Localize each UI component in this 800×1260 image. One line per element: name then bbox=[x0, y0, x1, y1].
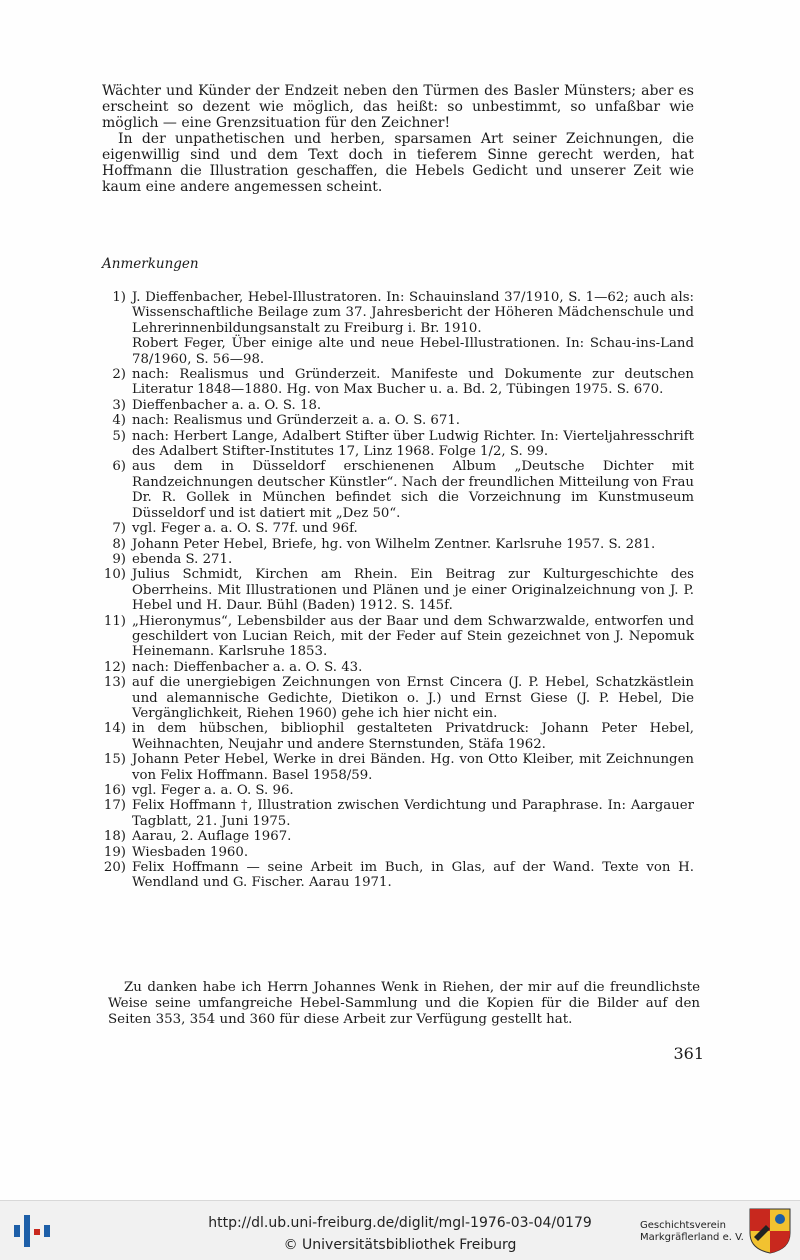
note-text bbox=[132, 845, 694, 860]
note-text bbox=[132, 521, 694, 536]
page-number: 361 bbox=[673, 1044, 704, 1063]
note-number: 19) bbox=[103, 844, 126, 860]
note-item bbox=[102, 290, 694, 367]
note-item bbox=[102, 860, 694, 891]
note-item bbox=[102, 660, 694, 675]
note-number: 11) bbox=[103, 613, 126, 629]
note-text-main: Felix Hoffmann †, Illustration zwischen Verdichtung und Paraphrase. In: Aargauer Tagblatt, 21. Juni 1975. bbox=[132, 798, 694, 829]
note-number: 8) bbox=[112, 536, 126, 552]
note-text-main: nach: Realismus und Gründerzeit. Manifeste und Dokumente zur deutschen Literatur 1848—1880. Hg. von Max Bucher u. a. Bd. 2, Tübingen 1975. S. 670. bbox=[132, 367, 694, 398]
note-item bbox=[102, 413, 694, 428]
note-text-main: ebenda S. 271. bbox=[132, 551, 233, 567]
note-text bbox=[132, 537, 694, 552]
acknowledgement: Zu danken habe ich Herrn Johannes Wenk in Riehen, der mir auf die freundlichste Weise seine umfangreiche Hebel-Sammlung und die Kopien für die Bilder auf den Seiten 353, 354 und 360 für diese Arbeit zur Verfügung gestellt hat. bbox=[108, 980, 700, 1027]
note-number: 9) bbox=[112, 551, 126, 567]
note-text-main: Johann Peter Hebel, Briefe, hg. von Wilhelm Zentner. Karlsruhe 1957. S. 281. bbox=[132, 536, 656, 552]
note-text bbox=[132, 567, 694, 613]
note-item bbox=[102, 614, 694, 660]
note-item bbox=[102, 398, 694, 413]
society-line-2: Markgräflerland e. V. bbox=[640, 1232, 744, 1243]
note-number: 6) bbox=[112, 459, 126, 475]
note-item bbox=[102, 721, 694, 752]
note-text-main: nach: Herbert Lange, Adalbert Stifter über Ludwig Richter. In: Vierteljahresschrift des Adalbert Stifter-Institutes 17, Linz 1968. Folge 1/2, S. 99. bbox=[132, 428, 694, 460]
note-text-main: nach: Realismus und Gründerzeit a. a. O. S. 671. bbox=[132, 413, 461, 429]
notes-heading: Anmerkungen bbox=[102, 256, 199, 272]
note-number: 2) bbox=[112, 367, 126, 383]
note-text bbox=[132, 752, 694, 783]
note-text bbox=[132, 660, 694, 675]
note-text-main: vgl. Feger a. a. O. S. 96. bbox=[132, 783, 294, 798]
note-text bbox=[132, 459, 694, 521]
note-text-main: vgl. Feger a. a. O. S. 77f. und 96f. bbox=[132, 521, 358, 537]
note-text-main: Felix Hoffmann — seine Arbeit im Buch, in Glas, auf der Wand. Texte von H. Wendland und G. Fischer. Aarau 1971. bbox=[132, 860, 694, 891]
body-text bbox=[102, 83, 694, 195]
note-number: 13) bbox=[103, 675, 126, 691]
paragraph-2: In der unpathetischen und herben, sparsamen Art seiner Zeichnungen, die eigenwillig sind und dem Text doch in tieferem Sinne gerecht werden, hat Hoffmann die Illustration geschaffen, die Hebels Gedicht und unserer Zeit wie kaum eine andere angemessen scheint. bbox=[102, 131, 694, 195]
note-text bbox=[132, 614, 694, 660]
library-logo-icon bbox=[12, 1211, 52, 1251]
note-item bbox=[102, 537, 694, 552]
note-item bbox=[102, 783, 694, 798]
note-text-main: Dieffenbacher a. a. O. S. 18. bbox=[132, 397, 322, 413]
note-text-main: auf die unergiebigen Zeichnungen von Ernst Cincera (J. P. Hebel, Schatzkästlein und alemannische Gedichte, Dietikon o. J.) und Ernst Giese (J. P. Hebel, Die Vergänglichkeit, Riehen 1960) gehe ich hier nicht ein. bbox=[132, 675, 694, 721]
note-text-main: Aarau, 2. Auflage 1967. bbox=[132, 829, 292, 845]
footer-bar bbox=[0, 1200, 800, 1260]
note-number: 5) bbox=[112, 428, 126, 444]
note-text bbox=[132, 860, 694, 891]
note-text bbox=[132, 398, 694, 413]
note-number: 3) bbox=[112, 397, 126, 413]
coat-of-arms-icon bbox=[748, 1207, 792, 1255]
note-item bbox=[102, 829, 694, 844]
note-text bbox=[132, 798, 694, 829]
note-number: 18) bbox=[103, 829, 126, 845]
note-text bbox=[132, 290, 694, 367]
note-number: 16) bbox=[103, 783, 126, 798]
note-item bbox=[102, 429, 694, 460]
note-number: 15) bbox=[103, 752, 126, 768]
note-text bbox=[132, 721, 694, 752]
note-item bbox=[102, 552, 694, 567]
note-text-main: Johann Peter Hebel, Werke in drei Bänden. Hg. von Otto Kleiber, mit Zeichnungen von Felix Hoffmann. Basel 1958/59. bbox=[132, 752, 694, 783]
note-text bbox=[132, 413, 694, 428]
note-text bbox=[132, 552, 694, 567]
note-item bbox=[102, 675, 694, 721]
note-text-extra: Robert Feger, Über einige alte und neue Hebel-Illustrationen. In: Schau-ins-Land 78/1960, S. 56—98. bbox=[132, 336, 694, 367]
note-text bbox=[132, 829, 694, 844]
note-text-main: aus dem in Düsseldorf erschienenen Album „Deutsche Dichter mit Randzeichnungen deutscher Künstler“. Nach der freundlichen Mitteilung von Frau Dr. R. Gollek in München befindet sich die Vorzeichnung im Kunstmuseum Düsseldorf und ist datiert mit „Dez 50“. bbox=[132, 459, 694, 521]
note-item bbox=[102, 752, 694, 783]
note-number: 1) bbox=[112, 290, 126, 305]
note-item bbox=[102, 459, 694, 521]
note-item bbox=[102, 521, 694, 536]
note-text bbox=[132, 429, 694, 460]
note-number: 12) bbox=[103, 659, 126, 675]
society-line-1: Geschichtsverein bbox=[640, 1220, 726, 1231]
source-url-link[interactable]: http://dl.ub.uni-freiburg.de/diglit/mgl-1976-03-04/0179 bbox=[208, 1215, 592, 1231]
note-text-main: J. Dieffenbacher, Hebel-Illustratoren. In: Schauinsland 37/1910, S. 1—62; auch als: Wissenschaftliche Beilage zum 37. Jahresbericht der Höheren Mädchenschule und Lehrerinnenbildungsanstalt zu Freiburg i. Br. 1910. bbox=[132, 290, 694, 336]
note-text bbox=[132, 675, 694, 721]
note-number: 4) bbox=[112, 413, 126, 429]
note-text-main: Julius Schmidt, Kirchen am Rhein. Ein Beitrag zur Kulturgeschichte des Oberrheins. Mit Illustrationen und Plänen und je einer Originalzeichnung von J. P. Hebel und H. Daur. Bühl (Baden) 1912. S. 145f. bbox=[132, 567, 694, 614]
copyright-text: © Universitätsbibliothek Freiburg bbox=[283, 1237, 517, 1253]
society-name bbox=[640, 1220, 744, 1244]
note-text-main: Wiesbaden 1960. bbox=[132, 844, 249, 860]
note-number: 14) bbox=[103, 721, 126, 737]
note-text-main: „Hieronymus“, Lebensbilder aus der Baar und dem Schwarzwalde, entworfen und geschildert von Lucian Reich, mit der Feder auf Stein gezeichnet von J. Nepomuk Heinemann. Karlsruhe 1853. bbox=[132, 613, 694, 660]
note-text bbox=[132, 783, 694, 798]
note-number: 10) bbox=[103, 567, 126, 583]
note-item bbox=[102, 845, 694, 860]
notes-list bbox=[102, 290, 694, 891]
note-number: 7) bbox=[112, 521, 126, 537]
note-text bbox=[132, 367, 694, 398]
note-text-main: in dem hübschen, bibliophil gestalteten Privatdruck: Johann Peter Hebel, Weihnachten, Neujahr und andere Sternstunden, Stäfa 1962. bbox=[132, 721, 694, 752]
note-item bbox=[102, 798, 694, 829]
note-number: 20) bbox=[103, 860, 126, 876]
note-number: 17) bbox=[103, 798, 126, 814]
note-text-main: nach: Dieffenbacher a. a. O. S. 43. bbox=[132, 659, 363, 675]
note-item bbox=[102, 567, 694, 613]
paragraph-1: Wächter und Künder der Endzeit neben den Türmen des Basler Münsters; aber es erscheint so dezent wie möglich, das heißt: so unbestimmt, so unfaßbar wie möglich — eine Grenzsituation für den Zeichner! bbox=[102, 83, 694, 131]
note-item bbox=[102, 367, 694, 398]
